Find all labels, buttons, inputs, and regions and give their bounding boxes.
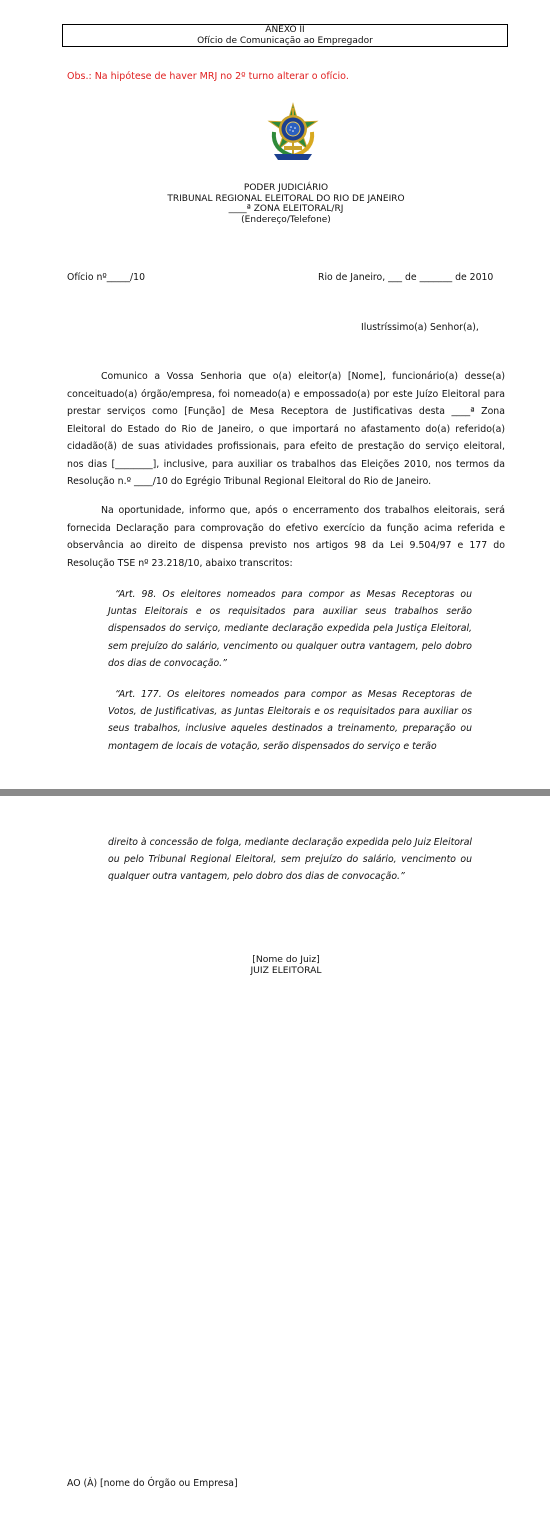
page-break-divider <box>0 789 550 796</box>
place-date: Rio de Janeiro, ___ de _______ de 2010 <box>318 272 494 283</box>
annex-subtitle: Ofício de Comunicação ao Empregador <box>197 35 373 46</box>
annex-title: ANEXO II <box>265 25 305 35</box>
salutation: Ilustríssimo(a) Senhor(a), <box>361 322 479 333</box>
office-number: Ofício nº_____/10 <box>67 272 145 283</box>
judge-title: JUIZ ELEITORAL <box>250 964 322 976</box>
institution-block <box>0 183 550 225</box>
brazil-coat-of-arms-icon <box>266 102 320 164</box>
quote-art-177-text-1: “Art. 177. Os eleitores nomeados para compor as Mesas Receptoras de Votos, de Justificativas, as Juntas Eleitorais e os requisitados para auxiliar os seus trabalhos, inclusive aqueles destinados a treinamento, preparação ou montagem de locais de votação, serão dispensados do serviço e terão <box>108 689 472 752</box>
quote-art-177-part-1 <box>108 686 472 755</box>
body-paragraph-1 <box>67 368 505 491</box>
addressee: AO (À) [nome do Órgão ou Empresa] <box>67 1478 238 1489</box>
paragraph-1-text: Comunico a Vossa Senhoria que o(a) eleitor(a) [Nome], funcionário(a) desse(a) conceituado(a) órgão/empresa, foi nomeado(a) e empossado(a) por este Juízo Eleitoral para prestar serviços como [Função] de Mesa Receptora de Justificativas desta ____ª Zona Eleitoral do Estado do Rio de Janeiro, o que importará no afastamento do(a) referido(a) cidadão(ã) de suas atividades profissionais, para efeito de prestação do serviço eleitoral, nos dias [________], inclusive, para auxiliar os trabalhos das Eleições 2010, nos termos da Resolução n.º ____/10 do Egrégio Tribunal Regional Eleitoral do Rio de Janeiro. <box>67 371 505 487</box>
observation-note: Obs.: Na hipótese de haver MRJ no 2º turno alterar o ofício. <box>67 71 349 82</box>
annex-header-box <box>62 24 508 47</box>
judge-name: [Nome do Juiz] <box>252 954 320 965</box>
institution-line-2: TRIBUNAL REGIONAL ELEITORAL DO RIO DE JANEIRO <box>167 193 405 204</box>
signature-block <box>0 955 550 976</box>
institution-line-4: (Endereço/Telefone) <box>241 214 331 225</box>
institution-line-1: PODER JUDICIÁRIO <box>243 183 329 193</box>
quote-art-177-part-2 <box>108 834 472 886</box>
body-paragraph-2 <box>67 502 505 572</box>
quote-art-177-text-2: direito à concessão de folga, mediante declaração expedida pelo Juiz Eleitoral ou pelo Tribunal Regional Eleitoral, sem prejuízo do salário, vencimento ou qualquer outra vantagem, pelo dobro dos dias de convocação.” <box>108 837 472 883</box>
quote-art-98-text: “Art. 98. Os eleitores nomeados para compor as Mesas Receptoras ou Juntas Eleitorais e os requisitados para auxiliar seus trabalhos serão dispensados do serviço, mediante declaração expedida pela Justiça Eleitoral, sem prejuízo do salário, vencimento ou qualquer outra vantagem, pelo dobro dos dias de convocação.” <box>108 589 472 669</box>
institution-line-3: ____ª ZONA ELEITORAL/RJ <box>228 204 344 215</box>
quote-art-98 <box>108 586 472 672</box>
paragraph-2-text: Na oportunidade, informo que, após o encerramento dos trabalhos eleitorais, será fornecida Declaração para comprovação do efetivo exercício da função acima referida e observância ao direito de dispensa previsto nos artigos 98 da Lei 9.504/97 e 177 do Resolução TSE nº 23.218/10, abaixo transcritos: <box>67 505 505 569</box>
